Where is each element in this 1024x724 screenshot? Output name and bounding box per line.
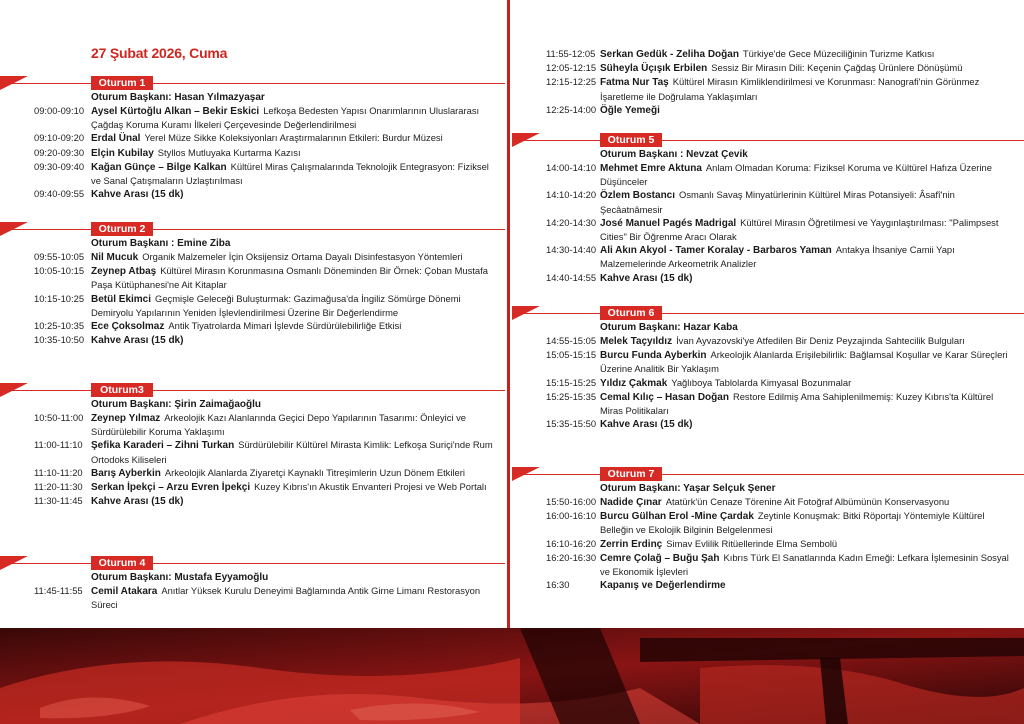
- speaker-names: Elçin Kubilay: [91, 147, 154, 159]
- talk-content: [91, 160, 499, 187]
- schedule-row: [512, 75, 1024, 102]
- time-slot: 09:40-09:55: [34, 188, 85, 200]
- time-slot: 11:30-11:45: [34, 495, 83, 507]
- speaker-names: Aysel Kürtoğlu Alkan – Bekir Eskici: [91, 106, 260, 117]
- session-continuation: [512, 47, 1024, 117]
- time-slot: 15:05-15:15: [546, 349, 597, 361]
- session-header: [0, 556, 505, 570]
- talk-content: [600, 417, 1016, 431]
- time-slot: 16:10-16:20: [546, 537, 597, 549]
- session-rule: [0, 563, 505, 564]
- session-header: [512, 467, 1024, 481]
- speaker-names: Şefika Karaderi – Zihni Turkan: [91, 440, 235, 452]
- session-label: Oturum 4: [91, 556, 153, 570]
- session-label: Oturum3: [91, 383, 153, 397]
- talk-content: [600, 188, 1016, 215]
- break-row: [512, 271, 1024, 285]
- talk-title: Antik Tiyatrolarda Mimari İşlevde Sürdürülebilirliğe Etkisi: [168, 320, 402, 332]
- time-slot: 15:15-15:25: [546, 376, 597, 388]
- speaker-names: Kahve Arası (15 dk): [91, 496, 184, 508]
- day-title: 27 Şubat 2026, Cuma: [91, 45, 228, 61]
- schedule-row: [0, 584, 505, 611]
- schedule-row: [512, 161, 1024, 188]
- talk-title: Anlam Olmadan Koruma: Fiziksel Koruma ve Kültürel Hafıza Üzerine Düşünceler: [600, 162, 992, 188]
- talk-content: [91, 494, 499, 508]
- session-chair: Oturum Başkanı: Hazar Kaba: [600, 322, 738, 333]
- talk-content: [91, 131, 499, 145]
- schedule-row: [512, 243, 1024, 270]
- speaker-names: Cemal Kılıç – Hasan Doğan: [600, 391, 729, 403]
- time-slot: 09:55-10:05: [34, 251, 85, 262]
- time-slot: 16:00-16:10: [546, 510, 597, 522]
- time-slot: 12:25-14:00: [546, 103, 597, 115]
- talk-content: [91, 584, 499, 611]
- time-slot: 11:00-11:10: [34, 439, 83, 451]
- talk-content: [600, 578, 1016, 592]
- schedule-row: [512, 188, 1024, 215]
- time-slot: 09:00-09:10: [34, 105, 85, 116]
- session-label: Oturum 1: [91, 76, 153, 90]
- talk-content: [600, 161, 1016, 188]
- speaker-names: Kahve Arası (15 dk): [600, 419, 693, 431]
- schedule-row: [512, 47, 1024, 61]
- talk-title: Kültürel Mirasın Kimliklendirilmesi ve Korunması: Nanografi'nin Görünmez İşaretleme ile Doğrulama Yaklaşımları: [600, 76, 980, 102]
- session-corner-decoration: [0, 76, 28, 90]
- time-slot: 09:30-09:40: [34, 160, 85, 172]
- schedule-row: [0, 292, 505, 319]
- talk-title: Atatürk'ün Cenaze Törenine Ait Fotoğraf Albümünün Konservasyonu: [665, 496, 950, 507]
- session-block: [0, 556, 505, 611]
- talk-content: [91, 319, 499, 333]
- time-slot: 10:50-11:00: [34, 412, 84, 423]
- talk-title: Kuzey Kıbrıs'ın Akustik Envanteri Projesi ve Web Portalı: [254, 481, 487, 493]
- speaker-names: Burcu Funda Ayberkin: [600, 350, 707, 362]
- session-chair: Oturum Başkanı: Yaşar Selçuk Şener: [600, 483, 776, 494]
- session-header: [512, 306, 1024, 320]
- speaker-names: Ali Akın Akyol - Tamer Koralay - Barbaros Yaman: [600, 245, 832, 257]
- time-slot: 11:55-12:05: [546, 48, 596, 59]
- speaker-names: Kahve Arası (15 dk): [600, 272, 693, 284]
- schedule-row: [0, 264, 505, 291]
- column-divider: [507, 0, 510, 628]
- talk-title: Zeytinle Konuşmak: Bitki Röportajı Yöntemiyle Kültürel Belleğin ve Ekolojik Bilginin Belgelenmesi: [600, 510, 985, 536]
- schedule-row: [512, 537, 1024, 551]
- schedule-row: [512, 376, 1024, 390]
- talk-title: Simav Evlilik Ritüellerinde Elma Sembolü: [666, 537, 838, 549]
- schedule-row: [512, 495, 1024, 509]
- schedule-row: [0, 411, 505, 438]
- session-rule: [0, 83, 505, 84]
- talk-content: [600, 376, 1016, 390]
- session-rule: [512, 140, 1024, 141]
- break-row: [512, 103, 1024, 117]
- schedule-row: [0, 104, 505, 131]
- talk-title: Lefkoşa Bedesten Yapısı Onarımlarının Uluslararası Çağdaş Koruma Kuramı İlkeleri Çerçevesinde Değerlendirilmesi: [91, 105, 480, 131]
- session-label: Oturum 6: [600, 306, 662, 320]
- talk-content: [600, 348, 1016, 375]
- talk-content: [600, 390, 1016, 417]
- talk-title: Arkeolojik Alanlarda Ziyaretçi Kaynaklı Titreşimlerin Uzun Dönem Etkileri: [164, 466, 465, 478]
- break-row: [0, 187, 505, 201]
- talk-title: Styllos Mutluyaka Kurtarma Kazısı: [157, 146, 301, 158]
- talk-title: Kültürel Mirasın Öğretilmesi ve Yaygınlaştırılması: "Palimpsest Cities" Bir Öğrenme Aracı Olarak: [600, 216, 999, 243]
- session-chair: Oturum Başkanı: Hasan Yılmazyaşar: [91, 92, 265, 103]
- time-slot: 15:25-15:35: [546, 390, 597, 402]
- talk-content: [91, 264, 499, 291]
- talk-title: Antakya İhsaniye Camii Yapı Malzemelerinde Arkeometrik Analizler: [600, 244, 955, 270]
- time-slot: 11:20-11:30: [34, 481, 83, 493]
- talk-title: Kıbrıs Türk El Sanatlarında Kadın Emeği: Lefkara İşlemesinin Sosyal ve Ekonomik İşlevleri: [600, 551, 1009, 578]
- session-chair: Oturum Başkanı : Nevzat Çevik: [600, 149, 748, 160]
- schedule-row: [0, 319, 505, 333]
- speaker-names: Cemre Çolağ – Buğu Şah: [600, 552, 720, 564]
- time-slot: 16:20-16:30: [546, 551, 597, 563]
- speaker-names: Erdal Ünal: [91, 133, 141, 145]
- session-corner-decoration: [512, 133, 540, 147]
- speaker-names: Burcu Gülhan Erol -Mine Çardak: [600, 511, 754, 523]
- break-row: [0, 494, 505, 508]
- talk-title: Sürdürülebilir Kültürel Mirasta Kimlik: Lefkoşa Suriçi'nde Rum Ortodoks Kiliseleri: [91, 439, 493, 465]
- talk-title: Yağlıboya Tablolarda Kimyasal Bozunmalar: [671, 376, 852, 388]
- speaker-names: Zeynep Atbaş: [91, 266, 157, 278]
- time-slot: 10:05-10:15: [34, 265, 85, 277]
- speaker-names: Serkan İpekçi – Arzu Evren İpekçi: [91, 482, 251, 494]
- session-corner-decoration: [0, 222, 28, 236]
- talk-title: İvan Ayvazovski'ye Atfedilen Bir Deniz Peyzajında Sahtecilik Bulguları: [676, 335, 965, 346]
- break-row: [512, 578, 1024, 592]
- ruins-photo-image: [0, 628, 1024, 724]
- talk-content: [600, 509, 1016, 536]
- talk-content: [91, 466, 499, 480]
- time-slot: 09:10-09:20: [34, 132, 85, 144]
- speaker-names: Kahve Arası (15 dk): [91, 335, 184, 347]
- time-slot: 14:30-14:40: [546, 244, 597, 256]
- schedule-row: [0, 438, 505, 465]
- time-slot: 10:25-10:35: [34, 320, 85, 332]
- time-slot: 12:05-12:15: [546, 62, 597, 74]
- talk-title: Anıtlar Yüksek Kurulu Deneyimi Bağlamında Antik Girne Limanı Restorasyon Süreci: [91, 585, 481, 611]
- talk-content: [91, 333, 499, 347]
- footer-photo: [0, 628, 1024, 724]
- session-chair: Oturum Başkanı : Emine Ziba: [91, 238, 231, 249]
- session-rule: [512, 474, 1024, 475]
- schedule-row: [0, 466, 505, 480]
- schedule-row: [0, 480, 505, 494]
- talk-content: [91, 104, 499, 131]
- schedule-row: [0, 131, 505, 145]
- talk-content: [600, 216, 1016, 243]
- break-row: [0, 333, 505, 347]
- time-slot: 15:35-15:50: [546, 418, 597, 430]
- speaker-names: Özlem Bostancı: [600, 190, 676, 202]
- schedule-row: [512, 216, 1024, 243]
- speaker-names: Mehmet Emre Aktuna: [600, 163, 702, 174]
- session-block: [0, 383, 505, 508]
- time-slot: 14:40-14:55: [546, 271, 597, 283]
- schedule-row: [512, 390, 1024, 417]
- break-row: [512, 417, 1024, 431]
- time-slot: 11:10-11:20: [34, 466, 83, 478]
- time-slot: 10:15-10:25: [34, 292, 85, 304]
- talk-content: [91, 146, 499, 160]
- speaker-names: Zerrin Erdinç: [600, 538, 663, 550]
- time-slot: 12:15-12:25: [546, 76, 597, 88]
- speaker-names: Ece Çoksolmaz: [91, 321, 165, 333]
- schedule-row: [512, 348, 1024, 375]
- session-block: [0, 222, 505, 347]
- talk-title: Geçmişle Geleceği Buluşturmak: Gazimağusa'da İngiliz Sömürge Dönemi Demiryolu Yapılarının Yeniden İşlevlendirilmesi Üzerine Bir Değerlendirme: [91, 292, 461, 318]
- speaker-names: Cemil Atakara: [91, 586, 158, 597]
- schedule-row: [512, 61, 1024, 75]
- schedule-row: [0, 250, 505, 264]
- session-block: [512, 133, 1024, 285]
- time-slot: 14:55-15:05: [546, 335, 597, 346]
- time-slot: 15:50-16:00: [546, 496, 597, 507]
- session-corner-decoration: [512, 306, 540, 320]
- talk-content: [600, 495, 1016, 509]
- talk-content: [600, 334, 1016, 348]
- talk-content: [91, 292, 499, 319]
- schedule-row: [512, 334, 1024, 348]
- speaker-names: Zeynep Yılmaz: [91, 413, 161, 424]
- time-slot: 09:20-09:30: [34, 146, 85, 158]
- session-header: [0, 222, 505, 236]
- session-rule: [0, 390, 505, 391]
- speaker-names: Fatma Nur Taş: [600, 77, 669, 89]
- session-label: Oturum 5: [600, 133, 662, 147]
- speaker-names: Serkan Gedük - Zeliha Doğan: [600, 49, 739, 60]
- session-block: [512, 467, 1024, 592]
- time-slot: 11:45-11:55: [34, 585, 83, 596]
- session-block: [0, 76, 505, 201]
- speaker-names: Nil Mucuk: [91, 252, 139, 263]
- schedule-row: [0, 146, 505, 160]
- talk-content: [600, 75, 1016, 102]
- talk-content: [91, 411, 499, 438]
- talk-title: Kültürel Miras Çalışmalarında Teknolojik Entegrasyon: Fiziksel ve Sanal Çatışmaların Uzlaştırılması: [91, 160, 489, 187]
- session-rule: [512, 313, 1024, 314]
- time-slot: 14:10-14:20: [546, 189, 597, 201]
- talk-title: Osmanlı Savaş Minyatürlerinin Kültürel Miras Potansiyeli: Âsafî'nin Şecâatnâmesir: [600, 189, 955, 215]
- talk-content: [600, 103, 1016, 117]
- talk-content: [600, 551, 1016, 578]
- talk-title: Arkeolojik Kazı Alanlarında Geçici Depo Yapılarının Tasarımı: Önleyici ve Sürdürülebilir Koruma Yaklaşımı: [91, 412, 467, 438]
- talk-title: Restore Edilmiş Ama Sahiplenilmemiş: Kuzey Kıbrıs'ta Kültürel Miras Politikaları: [600, 390, 994, 417]
- schedule-row: [512, 509, 1024, 536]
- time-slot: 14:00-14:10: [546, 162, 597, 173]
- speaker-names: Yıldız Çakmak: [600, 377, 668, 389]
- session-chair: Oturum Başkanı: Mustafa Eyyamoğlu: [91, 572, 269, 583]
- talk-content: [600, 243, 1016, 270]
- speaker-names: Kahve Arası (15 dk): [91, 189, 184, 201]
- session-label: Oturum 2: [91, 222, 153, 236]
- talk-content: [600, 537, 1016, 551]
- time-slot: 10:35-10:50: [34, 334, 85, 346]
- speaker-names: Melek Taçyıldız: [600, 336, 673, 347]
- talk-title: Yerel Müze Sikke Koleksiyonları Araştırmalarının Etkileri: Burdur Müzesi: [144, 132, 443, 144]
- talk-content: [91, 438, 499, 465]
- schedule-row: [512, 551, 1024, 578]
- session-corner-decoration: [0, 383, 28, 397]
- session-header: [512, 133, 1024, 147]
- schedule-row: [0, 160, 505, 187]
- talk-title: Türkiye'de Gece Müzeciliğinin Turizme Katkısı: [742, 48, 935, 59]
- speaker-names: Kağan Günçe – Bilge Kalkan: [91, 161, 227, 173]
- session-block: [512, 306, 1024, 431]
- speaker-names: Betül Ekimci: [91, 293, 152, 305]
- talk-content: [600, 47, 1016, 61]
- talk-content: [91, 187, 499, 201]
- talk-title: Arkeolojik Alanlarda Erişilebilirlik: Bağlamsal Koşullar ve Karar Süreçleri Üzerine Analitik Bir Yaklaşım: [600, 349, 1008, 375]
- talk-content: [91, 250, 499, 264]
- talk-content: [600, 271, 1016, 285]
- speaker-names: Kapanış ve Değerlendirme: [600, 580, 726, 592]
- session-header: [0, 76, 505, 90]
- speaker-names: Süheyla Üçışık Erbilen: [600, 63, 708, 75]
- session-label: Oturum 7: [600, 467, 662, 481]
- session-corner-decoration: [0, 556, 28, 570]
- time-slot: 14:20-14:30: [546, 216, 597, 228]
- session-header: [0, 383, 505, 397]
- talk-content: [600, 61, 1016, 75]
- talk-title: Organik Malzemeler İçin Oksijensiz Ortama Dayalı Disinfestasyon Yöntemleri: [142, 251, 463, 262]
- session-corner-decoration: [512, 467, 540, 481]
- session-chair: Oturum Başkanı: Şirin Zaimağaoğlu: [91, 399, 262, 410]
- speaker-names: Öğle Yemeği: [600, 104, 660, 116]
- speaker-names: Barış Ayberkin: [91, 467, 161, 479]
- time-slot: 16:30: [546, 579, 570, 591]
- talk-content: [91, 480, 499, 494]
- session-rule: [0, 229, 505, 230]
- talk-title: Kültürel Mirasın Korunmasına Osmanlı Döneminden Bir Örnek: Çoban Mustafa Paşa Kütüphanesi'ne Ait Kitaplar: [91, 265, 488, 291]
- speaker-names: Nadide Çınar: [600, 497, 662, 508]
- talk-title: Sessiz Bir Mirasın Dili: Keçenin Çağdaş Ürünlere Dönüşümü: [711, 62, 963, 74]
- speaker-names: José Manuel Pagés Madrigal: [600, 217, 737, 229]
